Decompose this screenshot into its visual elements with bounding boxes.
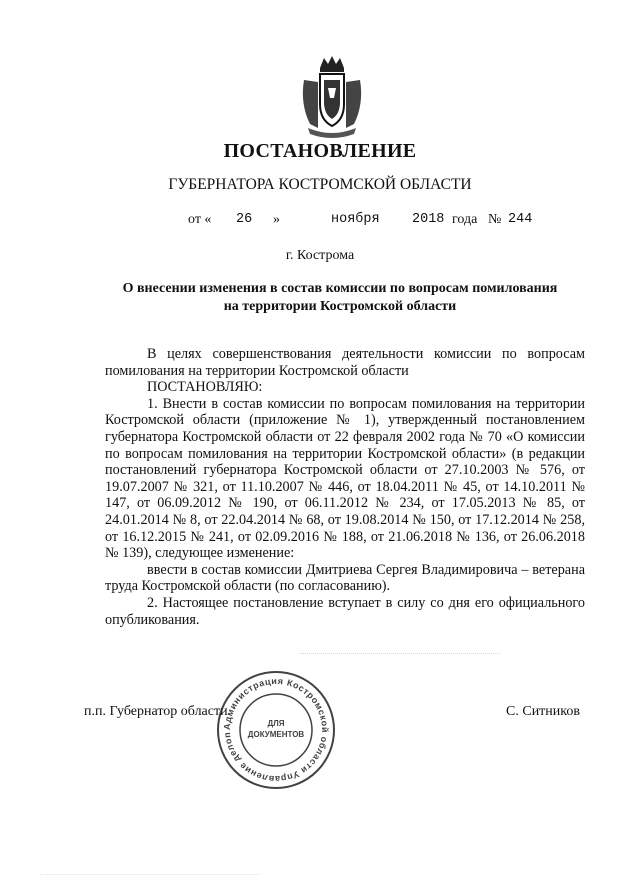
- number-sign: №: [488, 212, 502, 227]
- round-stamp-seal: [214, 668, 338, 792]
- date-line: [0, 212, 640, 234]
- divider: [300, 653, 500, 655]
- date-close-quote: »: [273, 212, 280, 227]
- item-1-change-paragraph: ввести в состав комиссии Дмитриева Сергея Владимировича – ветерана труда Костромской области (по согласованию).: [105, 561, 585, 595]
- document-body: [105, 346, 585, 628]
- signatory-name: С. Ситников: [506, 704, 580, 719]
- date-year-word: года: [452, 212, 478, 227]
- date-year: 2018: [412, 212, 445, 227]
- subject-line: О внесении изменения в состав комиссии по вопросам помилования: [122, 281, 558, 296]
- stamp-ring-text: Администрация Костромской области Управление делоп: [221, 675, 331, 785]
- date-month: ноября: [331, 212, 380, 227]
- date-day: 26: [236, 212, 253, 227]
- item-2-paragraph: 2. Настоящее постановление вступает в силу со дня его официального опубликования.: [105, 594, 585, 628]
- stamp-center-line: ДЛЯ: [267, 719, 285, 728]
- preamble-paragraph: В целях совершенствования деятельности комиссии по вопросам помилования на территории Костромской области: [105, 346, 585, 379]
- subject-line: на территории Костромской области: [223, 299, 457, 314]
- item-1-paragraph: 1. Внести в состав комиссии по вопросам помилования на территории Костромской области (приложение № 1), утвержденный постановлением губернатора Костромской области от 22 февраля 2002 года № 70 «О комиссии по вопросам помилования на территории Костромской области» (в редакции постановлений губернатора Костромской области от 27.10.2003 № 576, от 19.07.2007 № 321, от 11.10.2007 № 446, от 18.04.2011 № 45, от 14.10.2011 № 147, от 06.09.2012 № 190, от 06.11.2012 № 234, от 17.05.2013 № 85, от 24.01.2014 № 8, от 22.04.2014 № 68, от 19.08.2014 № 150, от 17.12.2014 № 258, от 16.12.2015 № 241, от 02.09.2016 № 188, от 21.06.2018 № 136, от 26.06.2018 № 139), следующее изменение:: [105, 395, 585, 562]
- city: г. Кострома: [285, 248, 355, 263]
- stamp-center-line: ДОКУМЕНТОВ: [247, 730, 305, 739]
- issuing-authority: ГУБЕРНАТОРА КОСТРОМСКОЙ ОБЛАСТИ: [168, 176, 472, 193]
- signatory-position: п.п. Губернатор области: [84, 704, 228, 719]
- date-prefix: от «: [188, 212, 212, 227]
- decree-word: ПОСТАНОВЛЯЮ:: [147, 379, 263, 396]
- document-number: 244: [508, 212, 533, 227]
- document-subject: [100, 280, 580, 316]
- footer-mark: [40, 874, 260, 876]
- document-title: ПОСТАНОВЛЕНИЕ: [223, 140, 417, 162]
- kostroma-coat-of-arms-icon: [296, 54, 368, 138]
